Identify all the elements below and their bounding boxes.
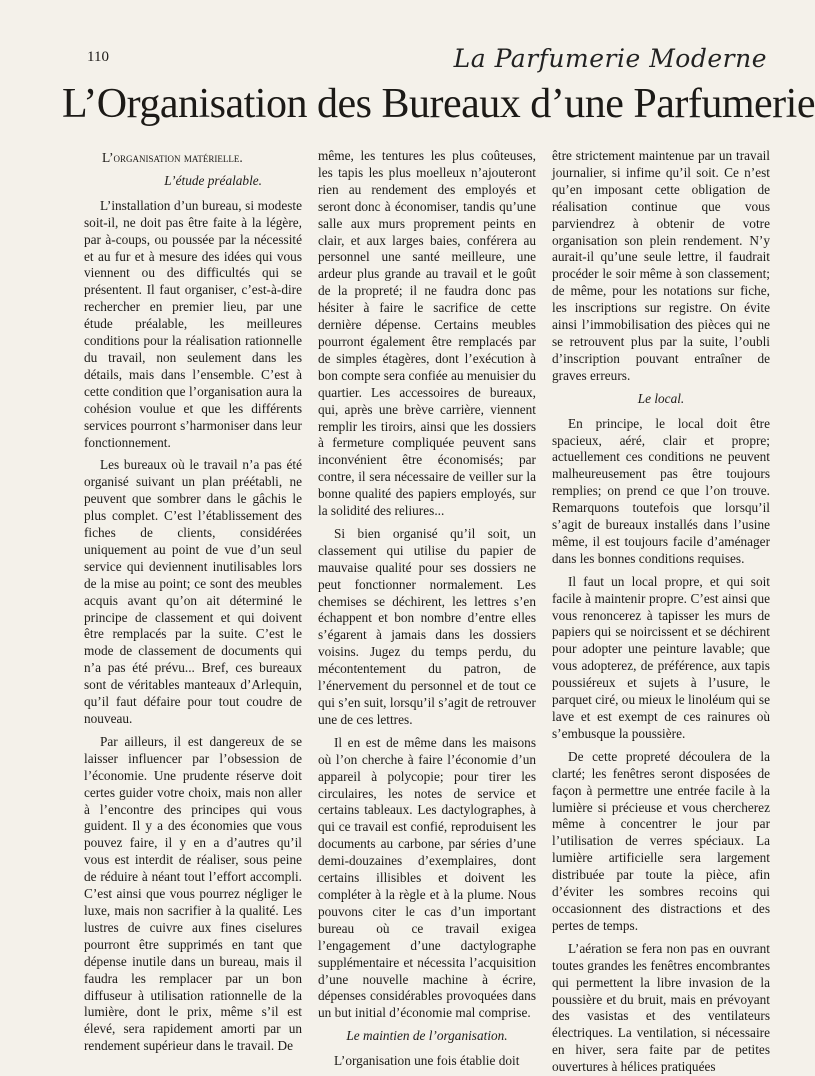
subheading: L’étude préalable. <box>164 172 262 188</box>
subheading: Le maintien de l’organisation. <box>346 1028 508 1044</box>
paragraph: Par ailleurs, il est dangereux de se laisser influencer par l’obsession de l’économie. Une prudente réserve doit certes guider votre choix, mais non aller à l’encontre des principes qui vous guident. Il y a des économies que vous pouvez faire, il y en a d’autres qu’il vous est interdit de réaliser, sous peine de réduire à néant tout l’effort accompli. C’est ainsi que vous pourrez négliger le luxe, mais non sacrifier à la qualité. Les lustres de cuivre aux fines ciselures pourront être supprimés en tant que dépense inutile dans un bureau, mais il faudra les remplacer par un bon diffuseur à utilisation rationnelle de la lumière, dont le prix, même s’il est élevé, sera rapidement amorti par un rendement supérieur dans le travail. De <box>84 733 302 1054</box>
subheading: Le local. <box>637 390 685 406</box>
running-head: La Parfumerie Moderne <box>453 44 767 73</box>
paragraph: être strictement maintenue par un travail journalier, si infime qu’il soit. Ce n’est qu’en imposant cette obligation de réalisation continue que vous parviendrez à obtenir de votre organisation son plein rendement. N’y aurait-il qu’une seule lettre, il faudrait procéder le soir même à son classement; de même, pour les notations sur fiche, les inscriptions sur registre. On évite ainsi l’immobilisation des pièces qui ne se retrouvent plus par la suite, l’oubli d’inscription pouvant entraîner de graves erreurs. <box>552 148 770 383</box>
paragraph: Il faut un local propre, et qui soit facile à maintenir propre. C’est ainsi que vous renoncerez à tapisser les murs de papiers qui se noircissent et se déchirent pour adopter une peinture lavable; que vous adopterez, de préférence, aux tapis poussiéreux et sujets à l’usure, le parquet ciré, ou mieux le linoléum qui se lave et est exempt de ces rainures où s’embusque la poussière. <box>552 573 770 741</box>
paragraph: Si bien organisé qu’il soit, un classement qui utilise du papier de mauvaise qualité pour ses dossiers ne peut fonctionner normalement. Les chemises se déchirent, les lettres s’en échappent et bon nombre d’entre elles s’égarent à jamais dans les dossiers voisins. Jugez du temps perdu, du mécontentement du patron, de l’énervement du personnel et de tout ce qui s’en suit, lorsqu’il s’agit de retrouver une de ces lettres. <box>318 525 536 727</box>
paragraph: Il en est de même dans les maisons où l’on cherche à faire l’économie d’un appareil à polycopie; pour tirer les circulaires, les notes de service et certains tableaux. Les dactylographes, à qui ce travail est confié, reproduisent les documents au carbone, par séries d’une demi-douzaines d’exemplaires, dont certains illisibles et doivent les compléter à la règle et à la plume. Nous pouvons citer le cas d’un important bureau où ce travail exigea l’engagement d’une dactylographe supplémentaire et nécessita l’acquisition d’une nouvelle machine à écrire, dépenses considérables provoquées dans un but initial d’économie mal comprise. <box>318 734 536 1021</box>
column-3 <box>552 148 770 1075</box>
column-1 <box>84 148 302 1054</box>
article-title: L’Organisation des Bureaux d’une Parfumerie <box>62 81 815 127</box>
paragraph: même, les tentures les plus coûteuses, les tapis les plus moelleux n’ajouteront rien au rendement des employés et seront donc à économiser, tandis qu’une salle aux murs proprement peints en clair, et aux larges baies, conférera au personnel une santé meilleure, une ardeur plus grande au travail et le goût de la propreté; il ne faudra donc pas hésiter à faire le sacrifice de cette dernière dépense. Certains meubles pourront également être remplacés par de simples étagères, dont l’exécution à bon compte sera confiée au menuisier du quartier. Les accessoires de bureaux, qui, après une brève carrière, viennent remplir les tiroirs, ainsi que les dossiers à fermeture compliquée peuvent sans inconvénient être économisés; par contre, il sera nécessaire de veiller sur la bonne qualité des papiers employés, sur la solidité des reliures... <box>318 148 536 519</box>
paragraph: L’aération se fera non pas en ouvrant toutes grandes les fenêtres encombrantes qui permettent la libre invasion de la poussière et du bruit, mais en prévoyant des vasistas et des ventilateurs électriques. La ventilation, si nécessaire en hiver, sera faite par de petites ouvertures à hélices pratiquées <box>552 940 770 1075</box>
paragraph: De cette propreté découlera de la clarté; les fenêtres seront disposées de façon à permettre une entrée facile à la lumière si précieuse et vous chercherez même à concentrer le jour par l’utilisation de verres spéciaux. La lumière artificielle sera largement distribuée par toute la pièce, afin d’éviter les sombres recoins qui occasionnent des distractions et des pertes de temps. <box>552 748 770 933</box>
section-heading: L’organisation matérielle. <box>102 150 243 165</box>
paragraph: L’organisation une fois établie doit <box>334 1053 520 1069</box>
page-number: 110 <box>87 49 109 65</box>
column-2 <box>318 148 536 1069</box>
paragraph: L’installation d’un bureau, si modeste soit-il, ne doit pas être faite à la légère, par à-coups, ou poussée par la nécessité et au fur et à mesure des idées qui vous viennent ou des difficultés qui se présentent. Il faut organiser, c’est-à-dire rechercher en premier lieu, par une étude préalable, les meilleures conditions pour la réalisation rationnelle du travail, non seulement dans les détails, mais dans l’ensemble. C’est à cette condition que l’organisation aura la cohésion voulue et que les différents services pourront s’harmoniser dans leur fonctionnement. <box>84 197 302 450</box>
paragraph: En principe, le local doit être spacieux, aéré, clair et propre; actuellement ces conditions ne peuvent malheureusement pas être toujours remplies; on prend ce que l’on trouve. Remarquons toutefois que lorsqu’il s’agit de bureaux installés dans l’usine même, il est toujours facile d’aménager dans les bonnes conditions requises. <box>552 415 770 566</box>
paragraph: Les bureaux où le travail n’a pas été organisé suivant un plan préétabli, ne peuvent que sombrer dans le gâchis le plus complet. C’est l’établissement des fiches de clients, considérées uniquement au point de vue d’un seul service qui deviennent inutilisables lors de la mise au point; ce sont des meubles acquis avant qu’on ait déterminé le principe de classement et qui doivent être remplacés par la suite. C’est le mode de classement de documents qui n’a pas été prévu... Bref, ces bureaux sont de véritables manteaux d’Arlequin, qu’il faut défaire pour tout coudre de nouveau. <box>84 457 302 726</box>
